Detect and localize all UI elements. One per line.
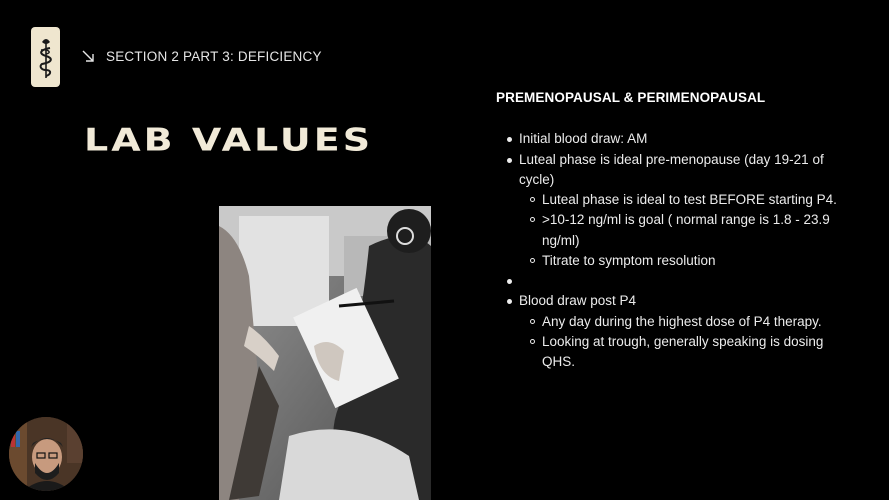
list-item: [496, 150, 846, 272]
sub-list-item: [519, 251, 846, 271]
sub-list-item: [519, 312, 846, 332]
slide-title: LAB VALUES: [84, 122, 374, 159]
therapy-session-photo: [219, 206, 431, 500]
sub-bullet-list: [519, 312, 846, 373]
bullet-text: Blood draw post P4: [519, 293, 637, 309]
sub-list-item: [519, 190, 846, 210]
arrow-down-right-icon: [80, 48, 96, 64]
bullet-text: Luteal phase is ideal pre-menopause (day 19-21 of cycle): [519, 151, 824, 187]
sub-bullet-text: Any day during the highest dose of P4 therapy.: [542, 313, 822, 329]
sub-bullet-text: Luteal phase is ideal to test BEFORE starting P4.: [542, 192, 837, 208]
bullet-text: Initial blood draw: AM: [519, 131, 648, 147]
bullet-list: [496, 129, 846, 372]
content-heading: PREMENOPAUSAL & PERIMENOPAUSAL: [496, 90, 766, 105]
section-label: SECTION 2 PART 3: DEFICIENCY: [106, 48, 322, 64]
sub-bullet-text: Titrate to symptom resolution: [542, 253, 716, 269]
presenter-webcam: [9, 417, 83, 491]
sub-list-item: [519, 332, 846, 373]
slide-content: [496, 88, 846, 373]
sub-bullet-list: [519, 190, 846, 271]
sub-bullet-text: >10-12 ng/ml is goal ( normal range is 1.8 - 23.9 ng/ml): [542, 212, 830, 248]
section-header: [80, 48, 322, 64]
caduceus-logo-icon: [37, 34, 55, 80]
list-item: [496, 129, 846, 149]
list-item: [496, 291, 846, 372]
spacer: [496, 271, 846, 291]
logo: [31, 27, 60, 87]
sub-bullet-text: Looking at trough, generally speaking is dosing QHS.: [542, 333, 824, 370]
sub-list-item: [519, 210, 846, 251]
